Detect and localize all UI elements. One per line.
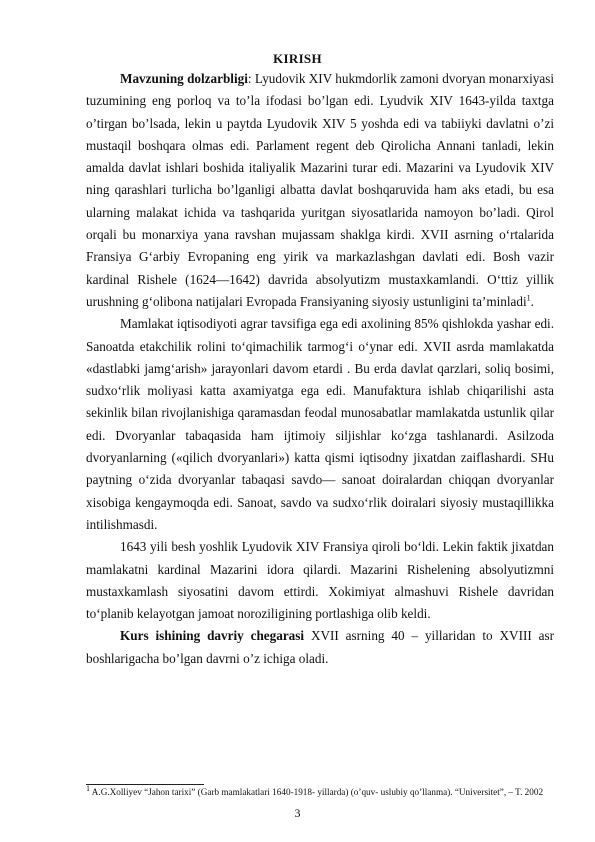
paragraph-lead: Kurs ishining davriy chegarasi: [120, 628, 305, 644]
footnote-mark: 1: [86, 783, 90, 793]
footnote: [86, 783, 556, 798]
paragraph-relevance: [86, 68, 554, 313]
paragraph-economy: [86, 313, 554, 536]
paragraph-tail: .: [530, 293, 534, 309]
body-text: [86, 68, 554, 670]
footnote-text: A.G.Xolliyev “Jahon tarixi” (Garb mamlakatlari 1640-1918- yillarda) (o’quv- uslubiy qo’llanma). “Universitet”, – T. 2002: [90, 787, 544, 797]
paragraph-regency: [86, 536, 554, 625]
page-number: 3: [294, 806, 301, 820]
paragraph-text: : Lyudovik XIV hukmdorlik zamoni dvoryan monarxiyasi tuzumining eng porloq va to’la ifodasi bo’lgan edi. Lyudvik XIV 1643-yilda taxtga o’tirgan bo’lsada, lekin u paytda Lyudovik XIV 5 yoshda edi va tabiiyki davlatni o’zi mustaqil boshqara olmas edi. Parlament regent deb Qirolicha Annani tanladi, lekin amalda davlat ishlari boshida italiyalik Mazarini turar edi. Mazarini va Lyudovik XIV ning qarashlari turlicha bo’lganligi albatta davlat boshqaruvida ham aks etadi, bu esa ularning malakat ichida va tashqarida yuritgan siyosatlarida namoyon bo’ladi. Qirol orqali bu monarxiya yana ravshan mujassam shaklga kirdi. XVII asrning o‘rtalarida Fransiya G‘arbiy Evropaning eng yirik va markazlashgan davlati edi. Bosh vazir kardinal Rishele (1624—1642) davrida absolyutizm mustaxkamlandi. O‘ttiz yillik urushning g‘olibona natijalari Evropada Fransiyaning siyosiy ustunligini ta’minladi: [86, 71, 554, 309]
page-title: KIRISH: [273, 51, 322, 66]
paragraph-lead: Mavzuning dolzarbligi: [120, 71, 248, 86]
paragraph-chronology: [86, 625, 554, 670]
footnote-separator: [86, 784, 204, 785]
paragraph-text: Mamlakat iqtisodiyoti agrar tavsifiga ega edi axolining 85% qishlokda yashar edi. Sanoatda etakchilik rolini to‘qimachilik tarmog‘i o‘ynar edi. XVII asrda mamlakatda «dastlabki jamg‘arish» jarayonlari davom etardi . Bu erda davlat qarzlari, soliq bosimi, sudxo‘rlik moliyasi katta axamiyatga ega edi. Manufaktura ishlab chiqarilishi asta sekinlik bilan rivojlanishiga qaramasdan feodal munosabatlar mamlakatda ustunlik qilar edi. Dvoryanlar tabaqasida ham ijtimoiy siljishlar ko‘zga tashlanardi. Asilzoda dvoryanlarning («qilich dvoryanlari») katta qismi iqtisodny jixatdan zaiflashardi. SHu paytning o‘zida dvoryanlar tabaqasi savdo— sanoat doiralardan chiqqan dvoryanlar xisobiga kengaymoqda edi. Sanoat, savdo va sudxo‘rlik doiralari siyosiy mustaqillikka intilishmasdi.: [86, 316, 554, 532]
footnote-ref: 1: [526, 293, 531, 303]
paragraph-text: XVII asrning 40 – yillaridan to XVIII asr boshlarigacha bo’lgan davrni o’z ichiga oladi.: [86, 628, 555, 666]
paragraph-text: 1643 yili besh yoshlik Lyudovik XIV Fransiya qiroli bo‘ldi. Lekin faktik jixatdan mamlakatni kardinal Mazarini idora qilardi. Mazarini Rishelening absolyutizmni mustaxkamlash siyosatini davom ettirdi. Xokimiyat almashuvi Rishele davridan to‘planib kelayotgan jamoat noroziligining portlashiga olib keldi.: [86, 539, 554, 622]
